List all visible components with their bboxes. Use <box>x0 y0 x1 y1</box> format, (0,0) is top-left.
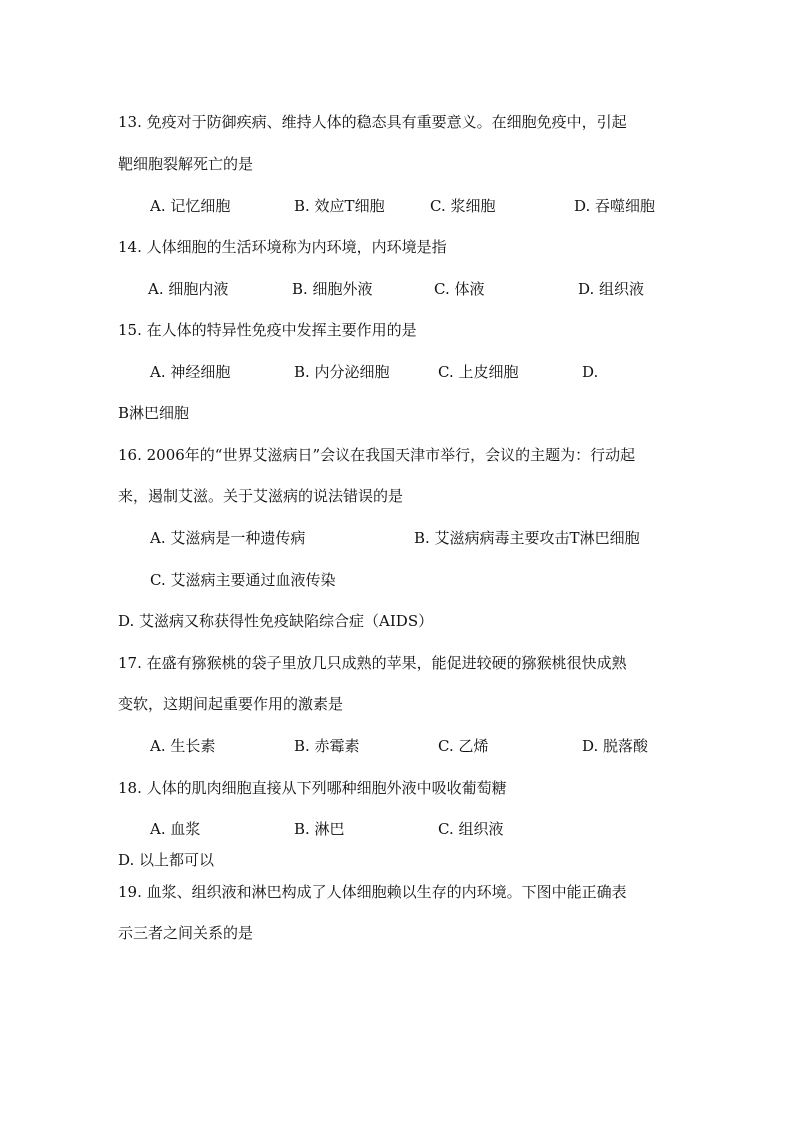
q18-line1: 18. 人体的肌肉细胞直接从下列哪种细胞外液中吸收葡萄糖 <box>118 779 507 797</box>
q19-line2: 示三者之间关系的是 <box>118 924 254 942</box>
q16-line1: 16. 2006年的“世界艾滋病日”会议在我国天津市举行，会议的主题为：行动起 <box>118 446 636 464</box>
q16-option-d: D. 艾滋病又称获得性免疫缺陷综合症（AIDS） <box>118 612 434 630</box>
q16-option-c: C. 艾滋病主要通过血液传染 <box>150 571 336 589</box>
q17-line2: 变软，这期间起重要作用的激素是 <box>118 695 344 713</box>
q18-option-c: C. 组织液 <box>438 820 504 838</box>
q16-option-a: A. 艾滋病是一种遗传病 <box>150 529 306 547</box>
q13-option-a: A. 记忆细胞 <box>150 197 231 215</box>
q14-option-a: A. 细胞内液 <box>148 280 229 298</box>
q17-line1: 17. 在盛有猕猴桃的袋子里放几只成熟的苹果，能促进较硬的猕猴桃很快成熟 <box>118 654 627 672</box>
q14-line1: 14. 人体细胞的生活环境称为内环境，内环境是指 <box>118 238 447 256</box>
q13-option-d: D. 吞噬细胞 <box>574 197 656 215</box>
q16-option-b: B. 艾滋病病毒主要攻击T淋巴细胞 <box>414 529 640 547</box>
q19-line1: 19. 血浆、组织液和淋巴构成了人体细胞赖以生存的内环境。下图中能正确表 <box>118 883 627 901</box>
q13-option-c: C. 浆细胞 <box>430 197 496 215</box>
q15-line1: 15. 在人体的特异性免疫中发挥主要作用的是 <box>118 321 417 339</box>
q13-line1: 13. 免疫对于防御疾病、维持人体的稳态具有重要意义。在细胞免疫中，引起 <box>118 113 627 131</box>
q18-option-b: B. 淋巴 <box>294 820 345 838</box>
q14-option-c: C. 体液 <box>434 280 485 298</box>
q17-option-a: A. 生长素 <box>150 737 216 755</box>
q15-option-d-label: D. <box>582 363 599 381</box>
q14-option-d: D. 组织液 <box>578 280 645 298</box>
q14-option-b: B. 细胞外液 <box>292 280 373 298</box>
q15-option-d-text: B淋巴细胞 <box>118 404 190 422</box>
q15-option-a: A. 神经细胞 <box>150 363 231 381</box>
q17-option-d: D. 脱落酸 <box>582 737 649 755</box>
q15-option-c: C. 上皮细胞 <box>438 363 519 381</box>
q17-option-b: B. 赤霉素 <box>294 737 360 755</box>
q15-option-b: B. 内分泌细胞 <box>294 363 390 381</box>
q16-line2: 来，遏制艾滋。关于艾滋病的说法错误的是 <box>118 487 404 505</box>
q13-line2: 靶细胞裂解死亡的是 <box>118 155 254 173</box>
q13-option-b: B. 效应T细胞 <box>294 197 385 215</box>
q18-option-d: D. 以上都可以 <box>118 851 215 869</box>
q17-option-c: C. 乙烯 <box>438 737 489 755</box>
q18-option-a: A. 血浆 <box>150 820 201 838</box>
